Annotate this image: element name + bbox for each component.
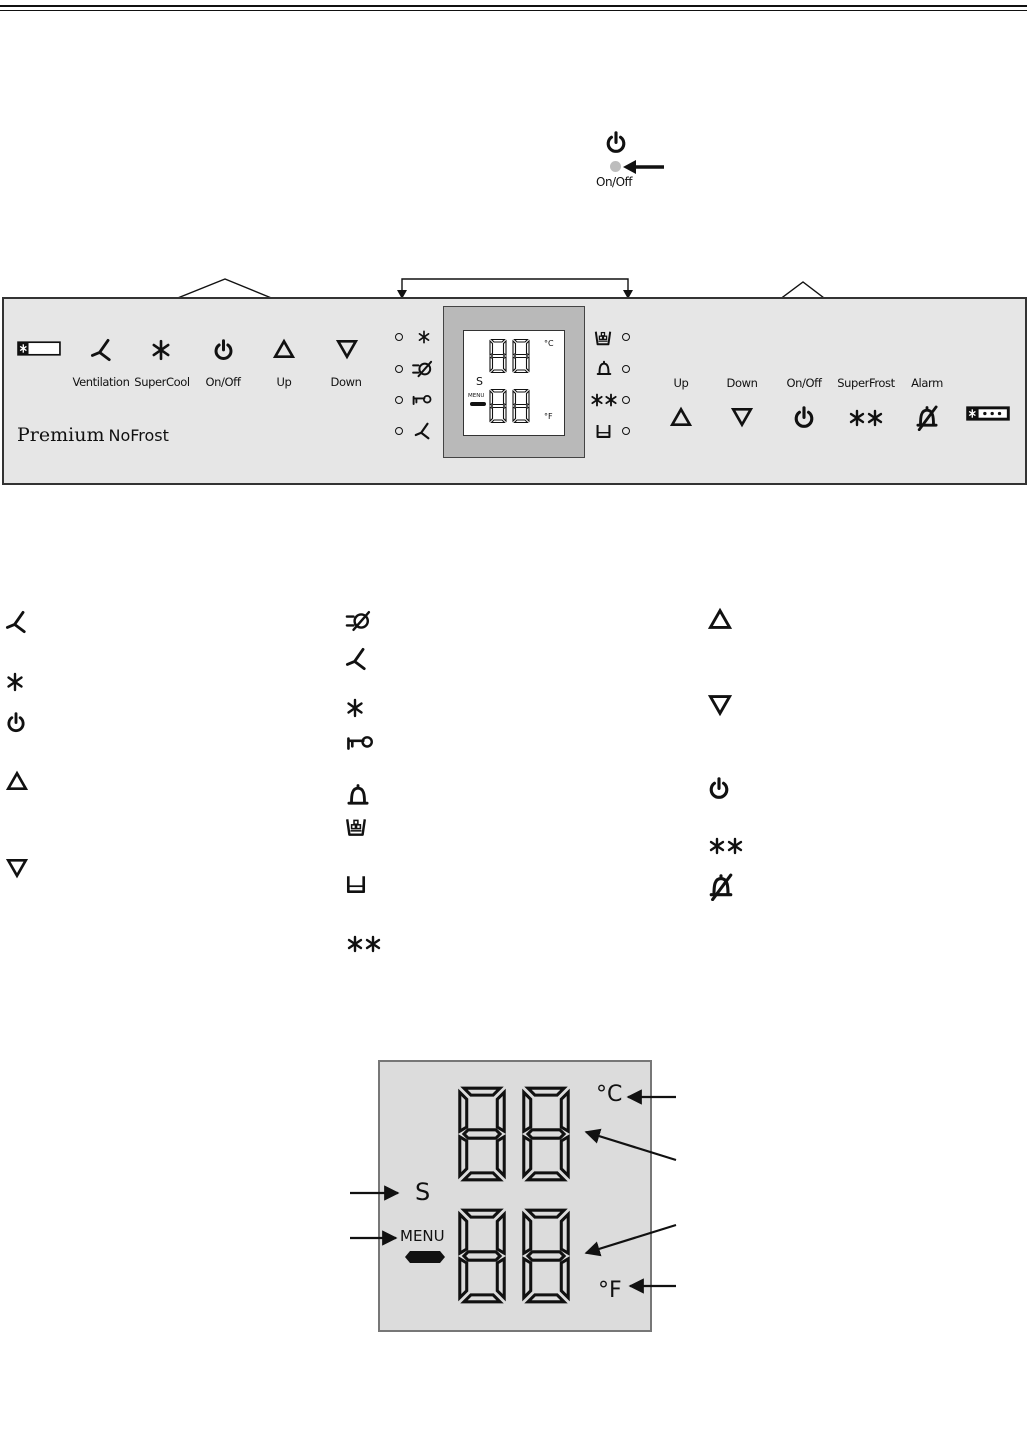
up-triangle-icon	[5, 770, 29, 792]
display-s-label: S	[476, 375, 483, 388]
indicator-led	[395, 333, 403, 341]
big-display-pointer-arrows	[340, 1080, 685, 1300]
child-lock-icon	[345, 732, 375, 754]
fridge-power-label: On/Off	[205, 375, 241, 389]
ventilation-indicator-icon	[414, 422, 432, 440]
display-upper-digit	[511, 338, 531, 374]
fridge-up-label: Up	[276, 375, 292, 389]
superfrost-icon	[707, 836, 745, 856]
water-tank-icon	[345, 873, 367, 895]
holiday-indicator-icon	[412, 360, 434, 378]
ventilation-icon	[345, 647, 369, 671]
display-lower-digit	[511, 388, 531, 424]
display-upper-digit	[488, 338, 508, 374]
big-display-unit-c: °C	[596, 1082, 623, 1107]
brand-primary: Premium	[17, 424, 105, 446]
fridge-power-button[interactable]	[212, 339, 235, 362]
fridge-down-button[interactable]	[335, 338, 359, 360]
indicator-led	[622, 396, 630, 404]
indicator-led	[622, 365, 630, 373]
big-display-menu-label: MENU	[400, 1227, 445, 1245]
indicator-led	[622, 333, 630, 341]
fridge-up-button[interactable]	[272, 338, 296, 360]
down-triangle-icon	[5, 857, 29, 879]
indicator-led	[395, 427, 403, 435]
freezer-down-button[interactable]	[730, 406, 754, 428]
supercool-icon	[5, 672, 25, 692]
power-icon	[5, 712, 27, 734]
up-triangle-icon	[707, 607, 733, 631]
holiday-icon	[345, 610, 373, 632]
power-icon	[604, 131, 628, 155]
arrow-icon	[620, 158, 665, 176]
fridge-down-label: Down	[330, 375, 362, 389]
fridge-compartment-icon	[17, 341, 61, 356]
supercool-icon	[345, 698, 365, 718]
supercool-button[interactable]	[150, 339, 172, 361]
big-display-s-label: S	[415, 1178, 431, 1206]
indicator-led	[395, 365, 403, 373]
ventilation-icon	[5, 610, 29, 634]
freezer-up-button[interactable]	[669, 406, 693, 428]
ventilation-button[interactable]	[90, 338, 114, 362]
top-rule-thin	[0, 10, 1027, 11]
display-menu-label: MENU	[468, 393, 485, 399]
display-unit-c: °C	[544, 339, 554, 348]
top-rule	[0, 5, 1027, 7]
water-tank-indicator-icon	[595, 422, 612, 440]
bell-icon	[345, 783, 371, 809]
freezer-up-label: Up	[673, 376, 689, 390]
ice-tray-icon	[345, 816, 367, 838]
display-unit-f: °F	[544, 412, 553, 421]
brand-secondary: NoFrost	[108, 426, 169, 445]
freezer-power-button[interactable]	[792, 406, 816, 430]
freezer-power-label: On/Off	[786, 376, 822, 390]
ventilation-label: Ventilation	[72, 375, 130, 389]
down-triangle-icon	[707, 693, 733, 717]
alarm-off-icon	[707, 873, 735, 901]
indicator-led	[395, 396, 403, 404]
superfrost-indicator-icon	[590, 392, 618, 408]
alarm-button[interactable]	[914, 405, 940, 431]
child-lock-indicator-icon	[411, 392, 433, 408]
supercool-indicator-icon	[417, 330, 431, 344]
superfrost-icon	[345, 934, 383, 954]
superfrost-button[interactable]	[847, 408, 885, 428]
bell-indicator-icon	[595, 360, 613, 378]
freezer-compartment-icon	[966, 406, 1010, 421]
freezer-down-label: Down	[726, 376, 758, 390]
power-icon	[707, 777, 731, 801]
ice-tray-indicator-icon	[594, 329, 612, 347]
big-display-unit-f: °F	[598, 1278, 622, 1303]
brand-logo	[17, 424, 169, 446]
indicator-led	[622, 427, 630, 435]
alarm-label: Alarm	[911, 376, 943, 390]
superfrost-label: SuperFrost	[837, 376, 895, 390]
display-menu-bar	[470, 402, 486, 406]
supercool-label: SuperCool	[134, 375, 190, 389]
power-callout-label: On/Off	[596, 175, 632, 189]
display-lower-digit	[488, 388, 508, 424]
